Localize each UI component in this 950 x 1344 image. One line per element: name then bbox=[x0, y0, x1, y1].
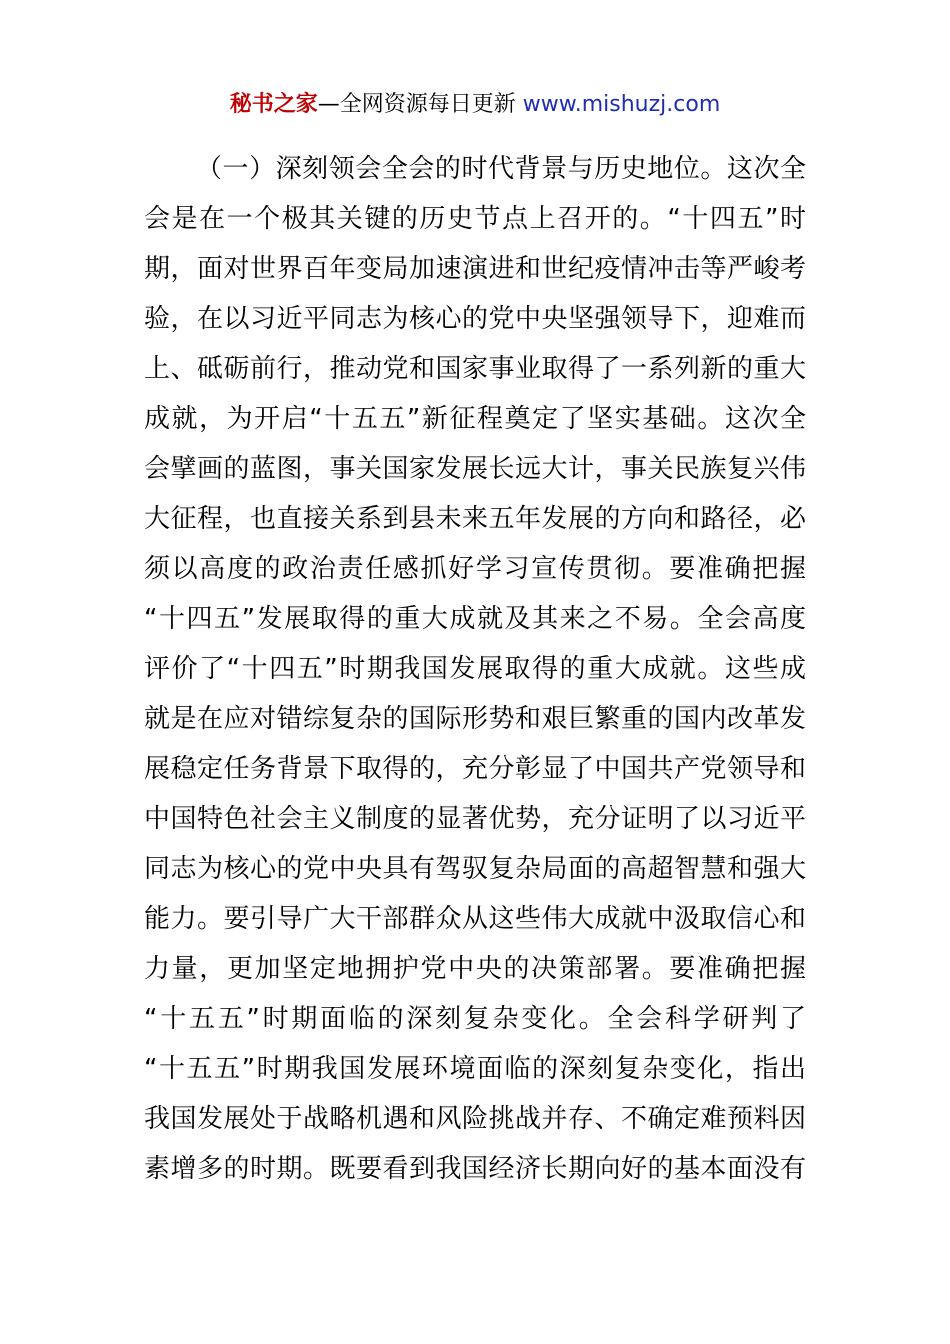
body-line: 力量，更加坚定地拥护党中央的决策部署。要准确把握 bbox=[144, 954, 806, 984]
body-line: 期，面对世界百年变局加速演进和世纪疫情冲击等严峻考 bbox=[144, 254, 806, 284]
body-line: 上、砥砺前行，推动党和国家事业取得了一系列新的重大 bbox=[144, 354, 806, 384]
body-line: 素增多的时期。既要看到我国经济长期向好的基本面没有 bbox=[144, 1154, 806, 1184]
body-line: 同志为核心的党中央具有驾驭复杂局面的高超智慧和强大 bbox=[144, 854, 806, 884]
body-line: （一）深刻领会全会的时代背景与历史地位。这次全 bbox=[196, 154, 806, 184]
body-line: 展稳定任务背景下取得的，充分彰显了中国共产党领导和 bbox=[144, 754, 806, 784]
body-line: 成就，为开启“十五五”新征程奠定了坚实基础。这次全 bbox=[144, 404, 806, 434]
body-line: 会擘画的蓝图，事关国家发展长远大计，事关民族复兴伟 bbox=[144, 454, 806, 484]
body-line: 就是在应对错综复杂的国际形势和艰巨繁重的国内改革发 bbox=[144, 704, 806, 734]
body-line: 大征程，也直接关系到县未来五年发展的方向和路径，必 bbox=[144, 504, 806, 534]
document-body bbox=[144, 144, 806, 1194]
body-line: “十五五”时期我国发展环境面临的深刻复杂变化，指出 bbox=[144, 1054, 806, 1084]
body-line: “十四五”发展取得的重大成就及其来之不易。全会高度 bbox=[144, 604, 806, 634]
brand-name: 秘书之家 bbox=[229, 92, 318, 117]
site-url[interactable]: www.mishuzj.com bbox=[522, 92, 721, 117]
body-line: “十五五”时期面临的深刻复杂变化。全会科学研判了 bbox=[144, 1004, 806, 1034]
body-line: 中国特色社会主义制度的显著优势，充分证明了以习近平 bbox=[144, 804, 806, 834]
body-line: 评价了“十四五”时期我国发展取得的重大成就。这些成 bbox=[144, 654, 806, 684]
site-header bbox=[0, 90, 950, 120]
body-line: 能力。要引导广大干部群众从这些伟大成就中汲取信心和 bbox=[144, 904, 806, 934]
body-line: 我国发展处于战略机遇和风险挑战并存、不确定难预料因 bbox=[144, 1104, 806, 1134]
body-line: 会是在一个极其关键的历史节点上召开的。“十四五”时 bbox=[144, 204, 806, 234]
header-tagline: —全网资源每日更新 bbox=[317, 92, 523, 117]
body-line: 须以高度的政治责任感抓好学习宣传贯彻。要准确把握 bbox=[144, 554, 806, 584]
body-line: 验，在以习近平同志为核心的党中央坚强领导下，迎难而 bbox=[144, 304, 806, 334]
